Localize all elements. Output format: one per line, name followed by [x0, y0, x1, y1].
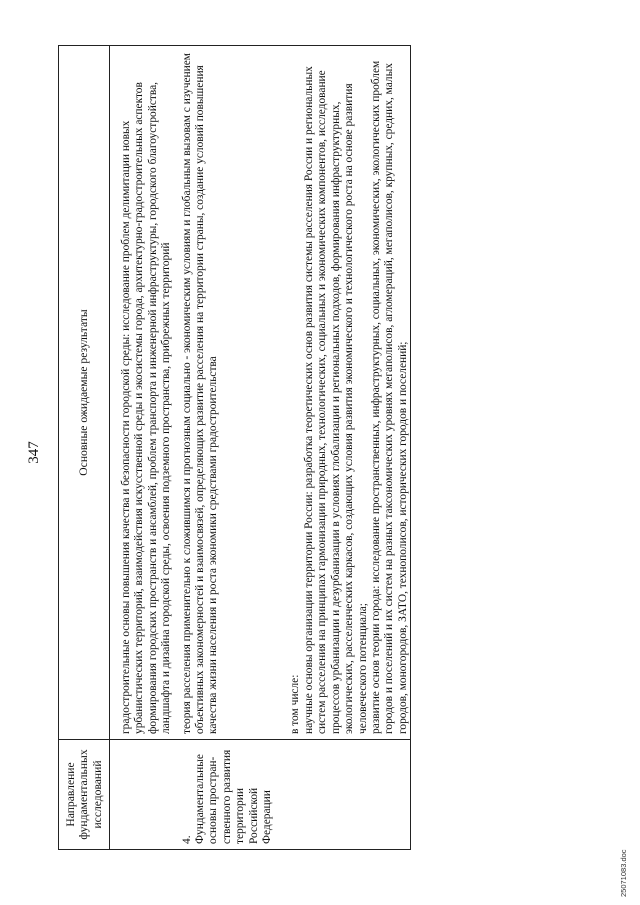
research-directions-table [58, 45, 411, 850]
row-direction [114, 740, 177, 850]
header-results: Основные ожидаемые результаты [59, 46, 110, 740]
header-direction: Направление фундаментальных исследований [59, 740, 110, 850]
result-paragraph: развитие основ теории города: исследование пространственных, инфраструктурных, социальных, экономических, экологических проблем городов и поселений и их систем на разных таксономических уровнях мегаполисов, агломераций, мегаполисов, крупных, средних, малых городов, моногородов, ЗАТО, технополисов, исторических городов и поселений; [369, 60, 409, 734]
page-number: 347 [26, 441, 42, 464]
table-header-row [59, 46, 110, 850]
row-results [114, 46, 177, 740]
table-row [277, 46, 410, 850]
row-results [177, 46, 278, 740]
document-reference: 25071083.doc [619, 849, 628, 897]
table-row [177, 46, 278, 850]
result-paragraph: градостроительные основы повышения качества и безопасности городской среды: исследование проблем делимитации новых урбанистических территорий, взаимодействия искусственной среды и экосистемы города, архитектурно-градостроительных аспектов формирования городских пространств и ансамблей, проблем транспорта и инженерной инфраструктуры, городского благоустройства, ландшафта и дизайна городской среды, освоения подземного пространства, прибрежных территорий [120, 81, 173, 734]
result-paragraph: теория расселения применительно к сложившимся и прогнозным социально - экономическим условиям и глобальным вызовам с изучением объективных закономерностей и взаимосвязей, определяющих развитие расселения на территории страны, создание условий повышения качества жизни населения и роста экономики средствами градостроительства [180, 53, 220, 734]
table-row [114, 46, 177, 850]
row-direction: 4. Фундаментальные основы простран-ственного развития территории Российской Федерации [177, 740, 278, 850]
row-results [277, 46, 410, 740]
result-paragraph: научные основы организации территории России: разработка теоретических основ развития системы расселения России и региональных систем расселения на принципах гармонизации природных, технологических, социальных и экономических компонентов, исследование процессов урбанизации и дезурбанизации в условиях глобализации и региональных подходов, формирования инфраструктурных, экологических, расселенческих каркасов, создающих условия развития экономического и технологического роста на основе развития человеческого потенциала; [302, 66, 369, 734]
result-paragraph: в том числе: [289, 674, 302, 734]
row-direction [277, 740, 410, 850]
